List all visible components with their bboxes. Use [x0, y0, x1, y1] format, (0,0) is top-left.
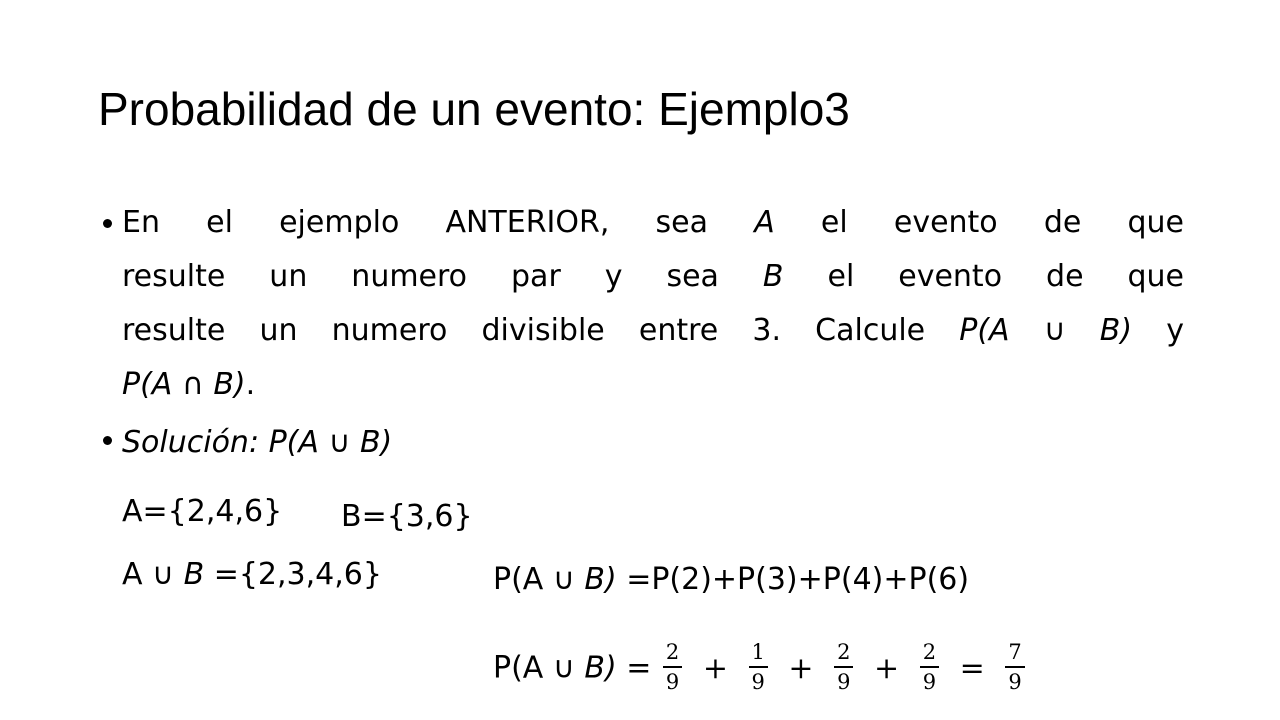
fraction-denominator: 9 [837, 670, 851, 694]
plus-sign: + [702, 650, 728, 686]
union-set-value: ={2,3,4,6} [204, 557, 382, 592]
result-equals-sign: = [959, 650, 985, 686]
statement-line-1 [122, 196, 1184, 250]
fraction-denominator: 9 [1008, 670, 1022, 694]
slide-title: Probabilidad de un evento: Ejemplo3 [98, 83, 850, 135]
fraction-numerator: 7 [1005, 638, 1024, 668]
fraction-denominator: 9 [922, 670, 937, 694]
statement-text: el evento de que [774, 205, 1184, 240]
fraction-numerator: 1 [749, 638, 768, 668]
solution-label: Solución: [122, 425, 269, 460]
set-b: B={3,6} [341, 499, 473, 534]
fraction-denominator: 9 [751, 670, 765, 694]
statement-text: resulte un numero par y sea [122, 259, 763, 294]
fraction-numerator: 2 [834, 638, 853, 668]
fraction-term [749, 638, 768, 696]
probability-sum [493, 560, 969, 600]
bullet-dot-2 [103, 436, 112, 445]
probability-lhs-b: B) [584, 650, 617, 686]
statement-text: resulte un numero divisible entre 3. Calcule [122, 313, 960, 348]
probability-lhs: P(A ∪ [493, 562, 585, 597]
statement-text: . [245, 367, 256, 402]
fraction-numerator: 2 [920, 638, 939, 668]
fraction-result [1005, 638, 1024, 696]
fraction-term [663, 638, 682, 696]
bullet-dot-1 [103, 219, 112, 228]
solution-heading [122, 423, 392, 463]
probability-sum-terms: =P(2)+P(3)+P(4)+P(6) [616, 562, 970, 597]
plus-sign: + [788, 650, 814, 686]
statement-text: y [1132, 313, 1184, 348]
union-expression: P(A ∪ B) [959, 313, 1133, 348]
union-set [122, 555, 382, 595]
probability-fractions [493, 640, 1027, 698]
probability-lhs: P(A ∪ [493, 650, 585, 686]
statement-text: el evento de que [783, 259, 1185, 294]
event-b-symbol: B [762, 259, 784, 294]
probability-lhs-b: B) [584, 562, 617, 597]
equals-sign: = [616, 650, 652, 686]
union-set-lhs: A ∪ [122, 557, 184, 592]
statement-line-2 [122, 250, 1184, 304]
statement-line-3 [122, 304, 1184, 358]
solution-expression: P(A ∪ B) [268, 425, 393, 460]
fraction-term [920, 638, 939, 696]
event-a-symbol: A [754, 205, 775, 240]
plus-sign: + [874, 650, 900, 686]
union-set-b: B [183, 557, 205, 592]
fraction-numerator: 2 [663, 638, 682, 668]
fraction-denominator: 9 [665, 670, 680, 694]
problem-statement [122, 196, 1184, 412]
set-a: A={2,4,6} [122, 494, 283, 529]
statement-text: En el ejemplo ANTERIOR, sea [122, 205, 755, 240]
statement-line-4 [122, 358, 1184, 412]
fraction-term [834, 638, 853, 696]
intersection-expression: P(A ∩ B) [122, 367, 246, 402]
